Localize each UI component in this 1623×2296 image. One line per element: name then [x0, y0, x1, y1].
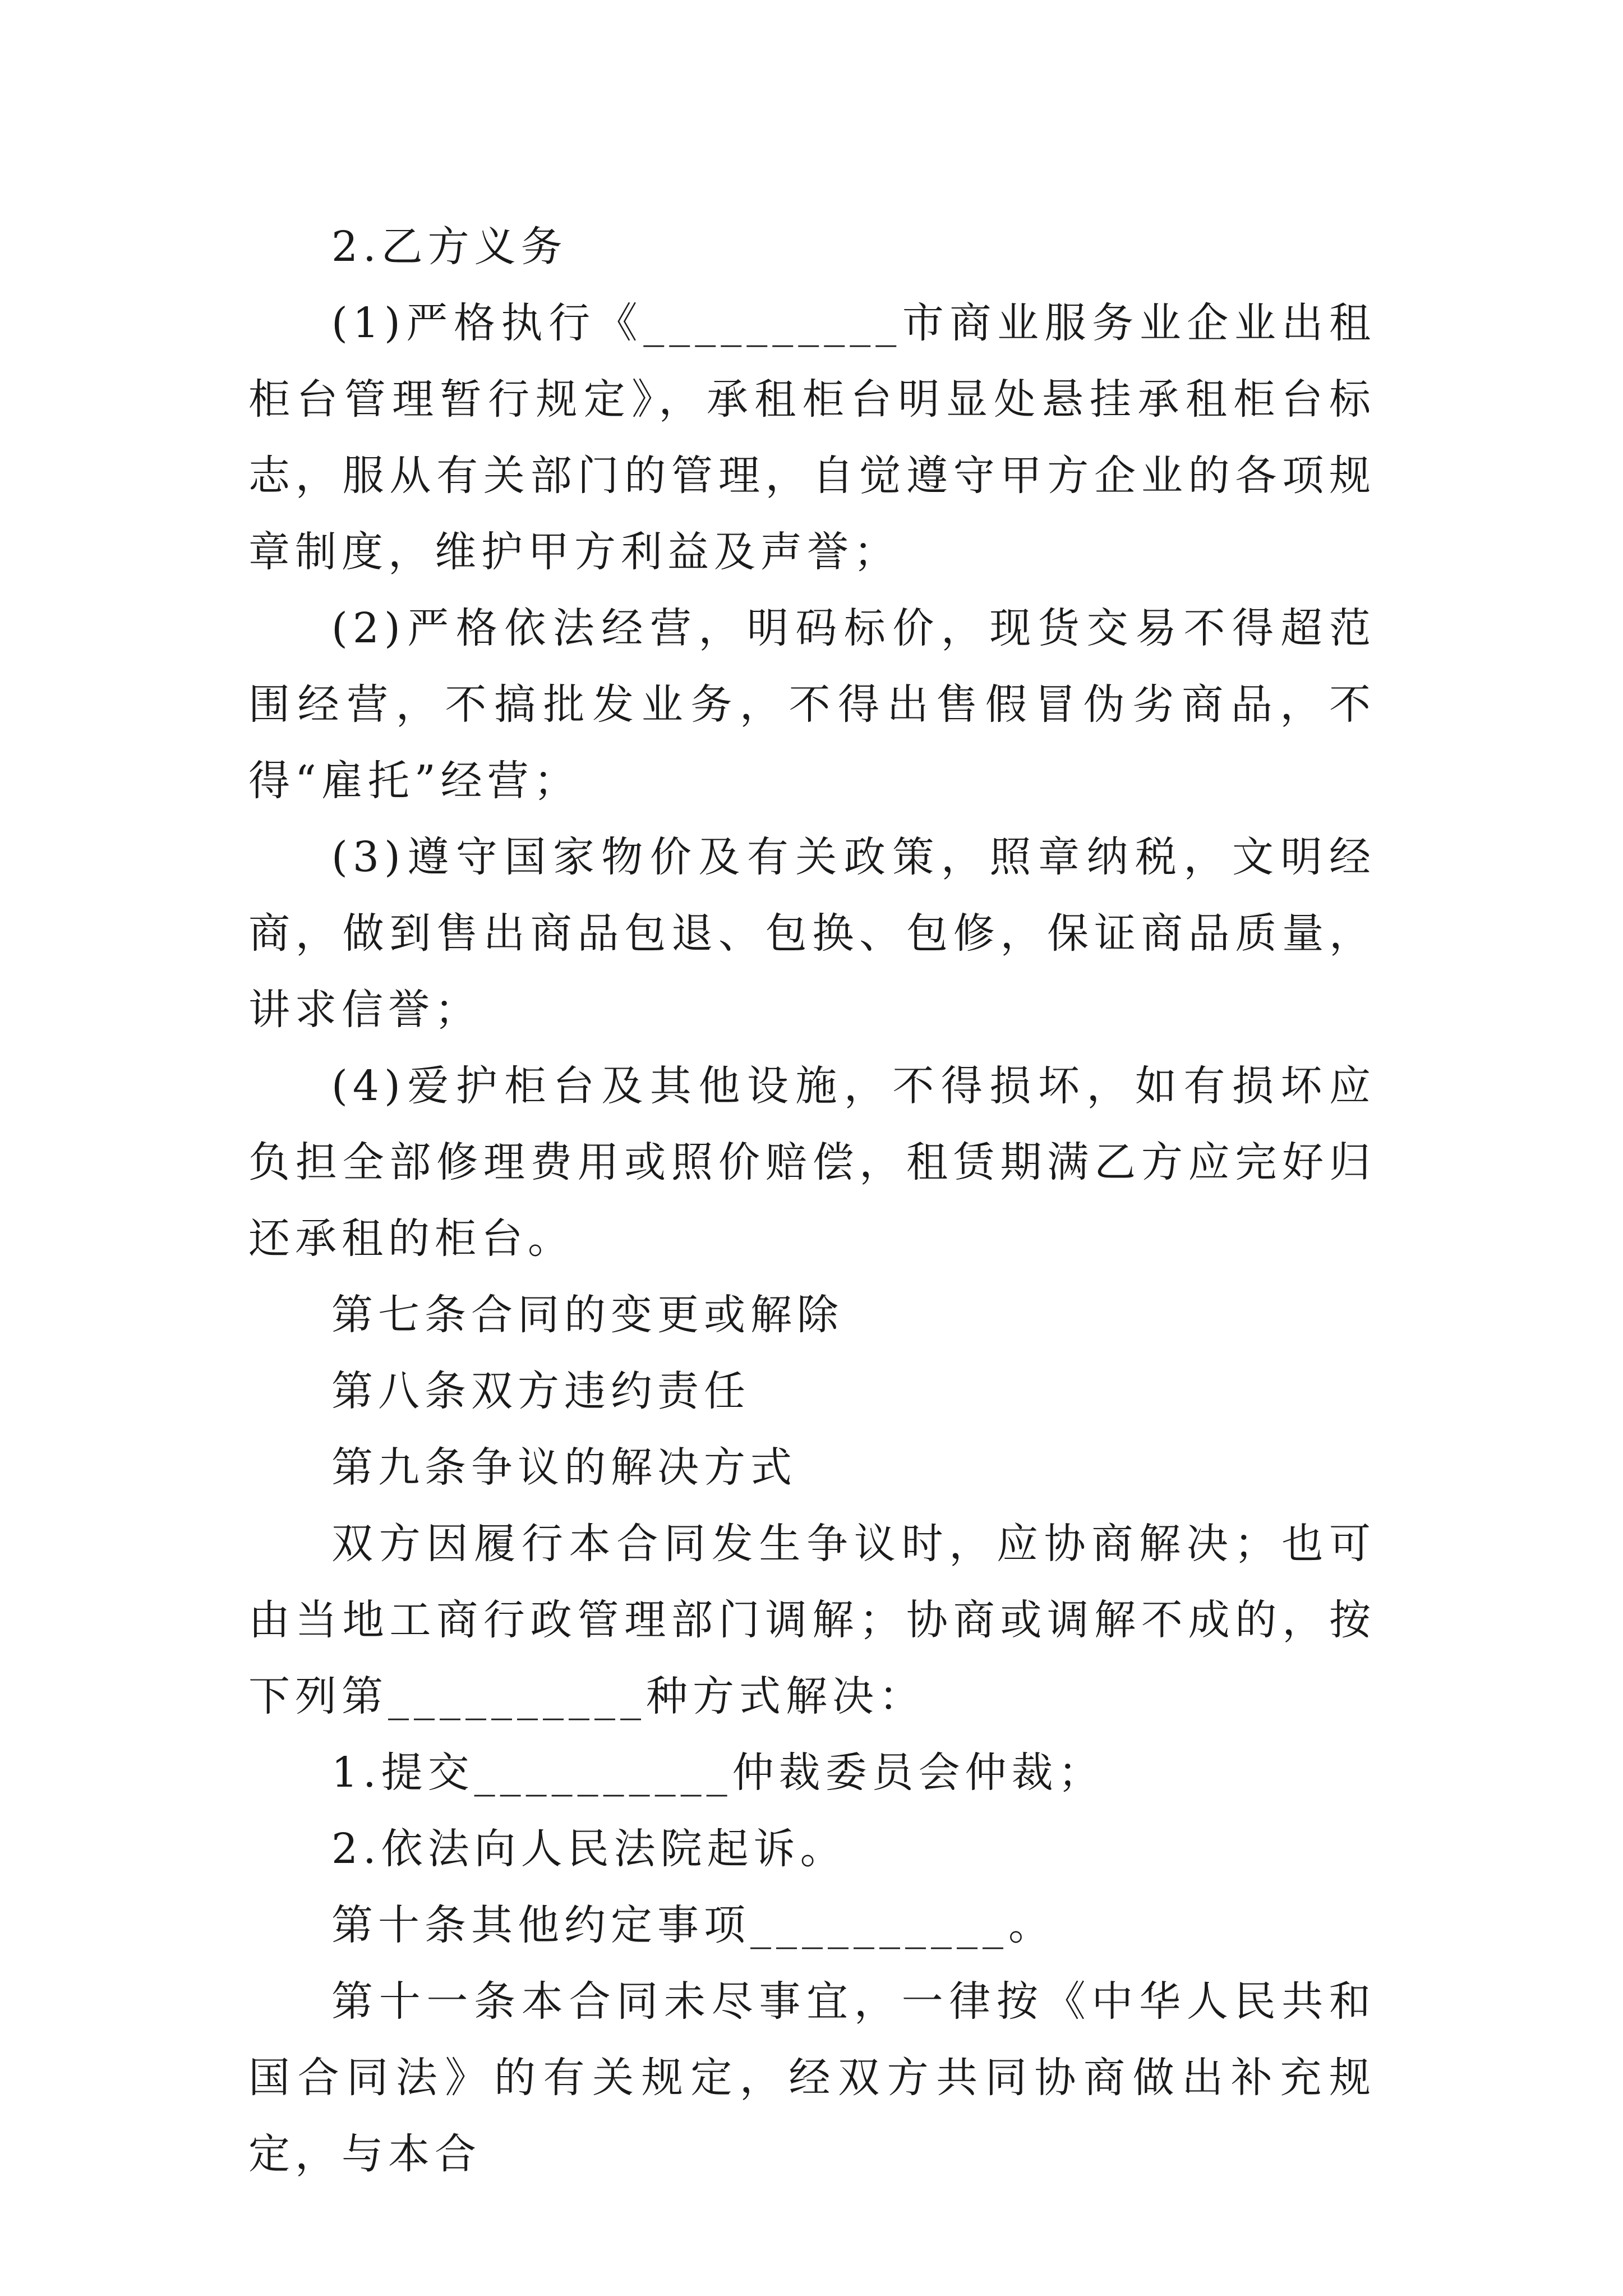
dispute-option-1: 1.提交__________仲裁委员会仲裁；: [331, 1749, 1105, 1797]
article-10-paragraph: 第十条其他约定事项__________。: [331, 1901, 1055, 1949]
obligation-item-4: (4)爱护柜台及其他设施，不得损坏，如有损坏应负担全部修理费用或照价赔偿，租赁期满乙方应完好归还承租的柜台。: [248, 1062, 1376, 1263]
article-7-heading: 第七条合同的变更或解除: [331, 1291, 843, 1339]
document-body: [248, 209, 1376, 2192]
dispute-resolution-paragraph: 双方因履行本合同发生争议时，应协商解决；也可由当地工商行政管理部门调解；协商或调解不成的，按下列第__________种方式解决：: [248, 1520, 1376, 1720]
article-8-heading: 第八条双方违约责任: [331, 1367, 750, 1415]
article-9-heading: 第九条争议的解决方式: [331, 1443, 797, 1492]
obligation-item-1: (1)严格执行《__________市商业服务业企业出租柜台管理暂行规定》，承租柜台明显处悬挂承租柜台标志，服从有关部门的管理，自觉遵守甲方企业的各项规章制度，维护甲方利益及声誉；: [248, 299, 1376, 576]
obligation-item-2: (2)严格依法经营，明码标价，现货交易不得超范围经营，不搞批发业务，不得出售假冒伪劣商品，不得“雇托”经营；: [248, 604, 1376, 805]
section-heading-party-b-obligations: 2.乙方义务: [331, 223, 568, 271]
dispute-option-2: 2.依法向人民法院起诉。: [331, 1825, 847, 1873]
article-11-paragraph: 第十一条本合同未尽事宜，一律按《中华人民共和国合同法》的有关规定，经双方共同协商做出补充规定，与本合: [248, 1977, 1376, 2178]
obligation-item-3: (3)遵守国家物价及有关政策，照章纳税，文明经商，做到售出商品包退、包换、包修，保证商品质量，讲求信誉；: [248, 833, 1376, 1034]
